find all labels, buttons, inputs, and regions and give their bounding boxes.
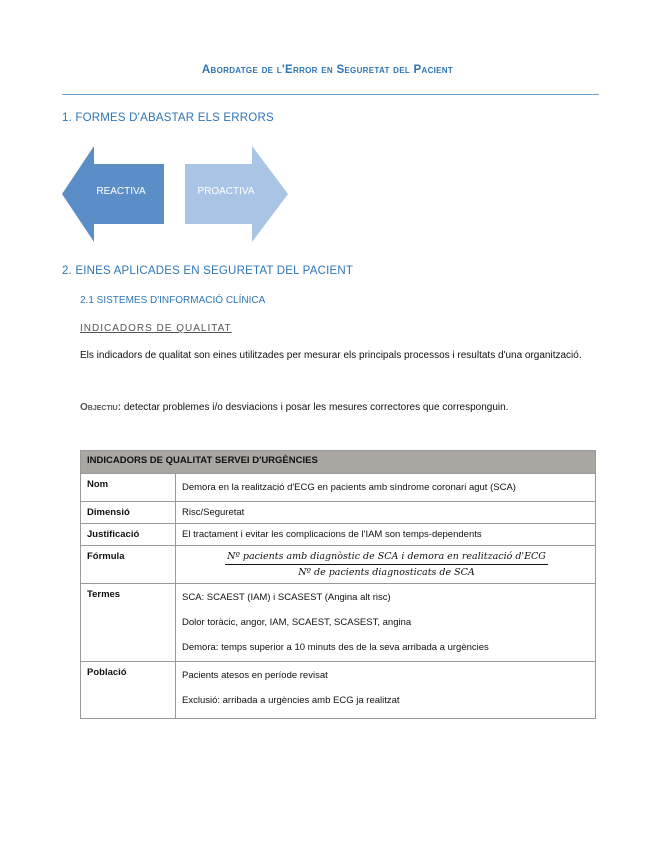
row-value-nom <box>176 474 596 502</box>
table-header-row <box>81 451 596 474</box>
row-label-justificacio: Justificació <box>81 524 176 546</box>
row-value-formula <box>176 546 596 584</box>
row-label-poblacio: Població <box>81 662 176 719</box>
poblacio-line-2: Exclusió: arribada a urgències amb ECG ja realitzat <box>182 695 400 706</box>
proactive-label: PROACTIVA <box>197 186 255 197</box>
table-row <box>81 546 596 584</box>
objective-label: Objectiu: <box>80 402 122 413</box>
quality-indicators-table <box>80 450 596 719</box>
quality-indicators-heading: INDICADORS DE QUALITAT <box>80 323 232 334</box>
termes-line-2: Dolor toràcic, angor, IAM, SCAEST, SCASEST, angina <box>182 617 412 628</box>
row-value-justificacio: El tractament i evitar les complicacions de l'IAM son temps-dependents <box>176 524 596 546</box>
formula-numerator: Nº pacients amb diagnòstic de SCA i demora en realització d'ECG <box>225 551 548 565</box>
row-value-poblacio <box>176 662 596 719</box>
row-value-dimensio: Risc/Seguretat <box>176 502 596 524</box>
row-label-nom: Nom <box>81 474 176 502</box>
subsection-2-1-heading: 2.1 SISTEMES D'INFORMACIÓ CLÍNICA <box>80 295 266 306</box>
reactive-label: REACTIVA <box>96 186 146 197</box>
row-value-termes <box>176 584 596 662</box>
termes-line-3: Demora: temps superior a 10 minuts des de la seva arribada a urgències <box>182 642 489 653</box>
row-label-termes: Termes <box>81 584 176 662</box>
nom-value: Demora en la realització d'ECG en pacients amb síndrome coronari agut (SCA) <box>182 482 516 493</box>
objective-paragraph <box>80 396 595 419</box>
row-label-formula: Fórmula <box>81 546 176 584</box>
section-2-heading: 2. EINES APLICADES EN SEGURETAT DEL PACIENT <box>62 265 354 277</box>
objective-text: detectar problemes i/o desviacions i posar les mesures correctores que corresponguin. <box>121 402 509 413</box>
table-header: INDICADORS DE QUALITAT SERVEI D'URGÈNCIES <box>81 451 596 474</box>
title-divider <box>62 94 599 95</box>
section-1-heading: 1. FORMES D'ABASTAR ELS ERRORS <box>62 112 274 124</box>
table-row <box>81 584 596 662</box>
table-row <box>81 524 596 546</box>
termes-line-1: SCA: SCAEST (IAM) i SCASEST (Angina alt risc) <box>182 592 391 603</box>
row-label-dimensio: Dimensió <box>81 502 176 524</box>
table-row <box>81 502 596 524</box>
formula-denominator: Nº de pacients diagnosticats de SCA <box>298 567 475 578</box>
intro-paragraph: Els indicadors de qualitat son eines utilitzades per mesurar els principals processos i resultats d'una organització. <box>80 350 582 361</box>
table-row <box>81 474 596 502</box>
poblacio-line-1: Pacients atesos en període revisat <box>182 670 328 681</box>
document-title: Abordatge de l'Error en Seguretat del Pacient <box>201 64 454 76</box>
table-row <box>81 662 596 719</box>
